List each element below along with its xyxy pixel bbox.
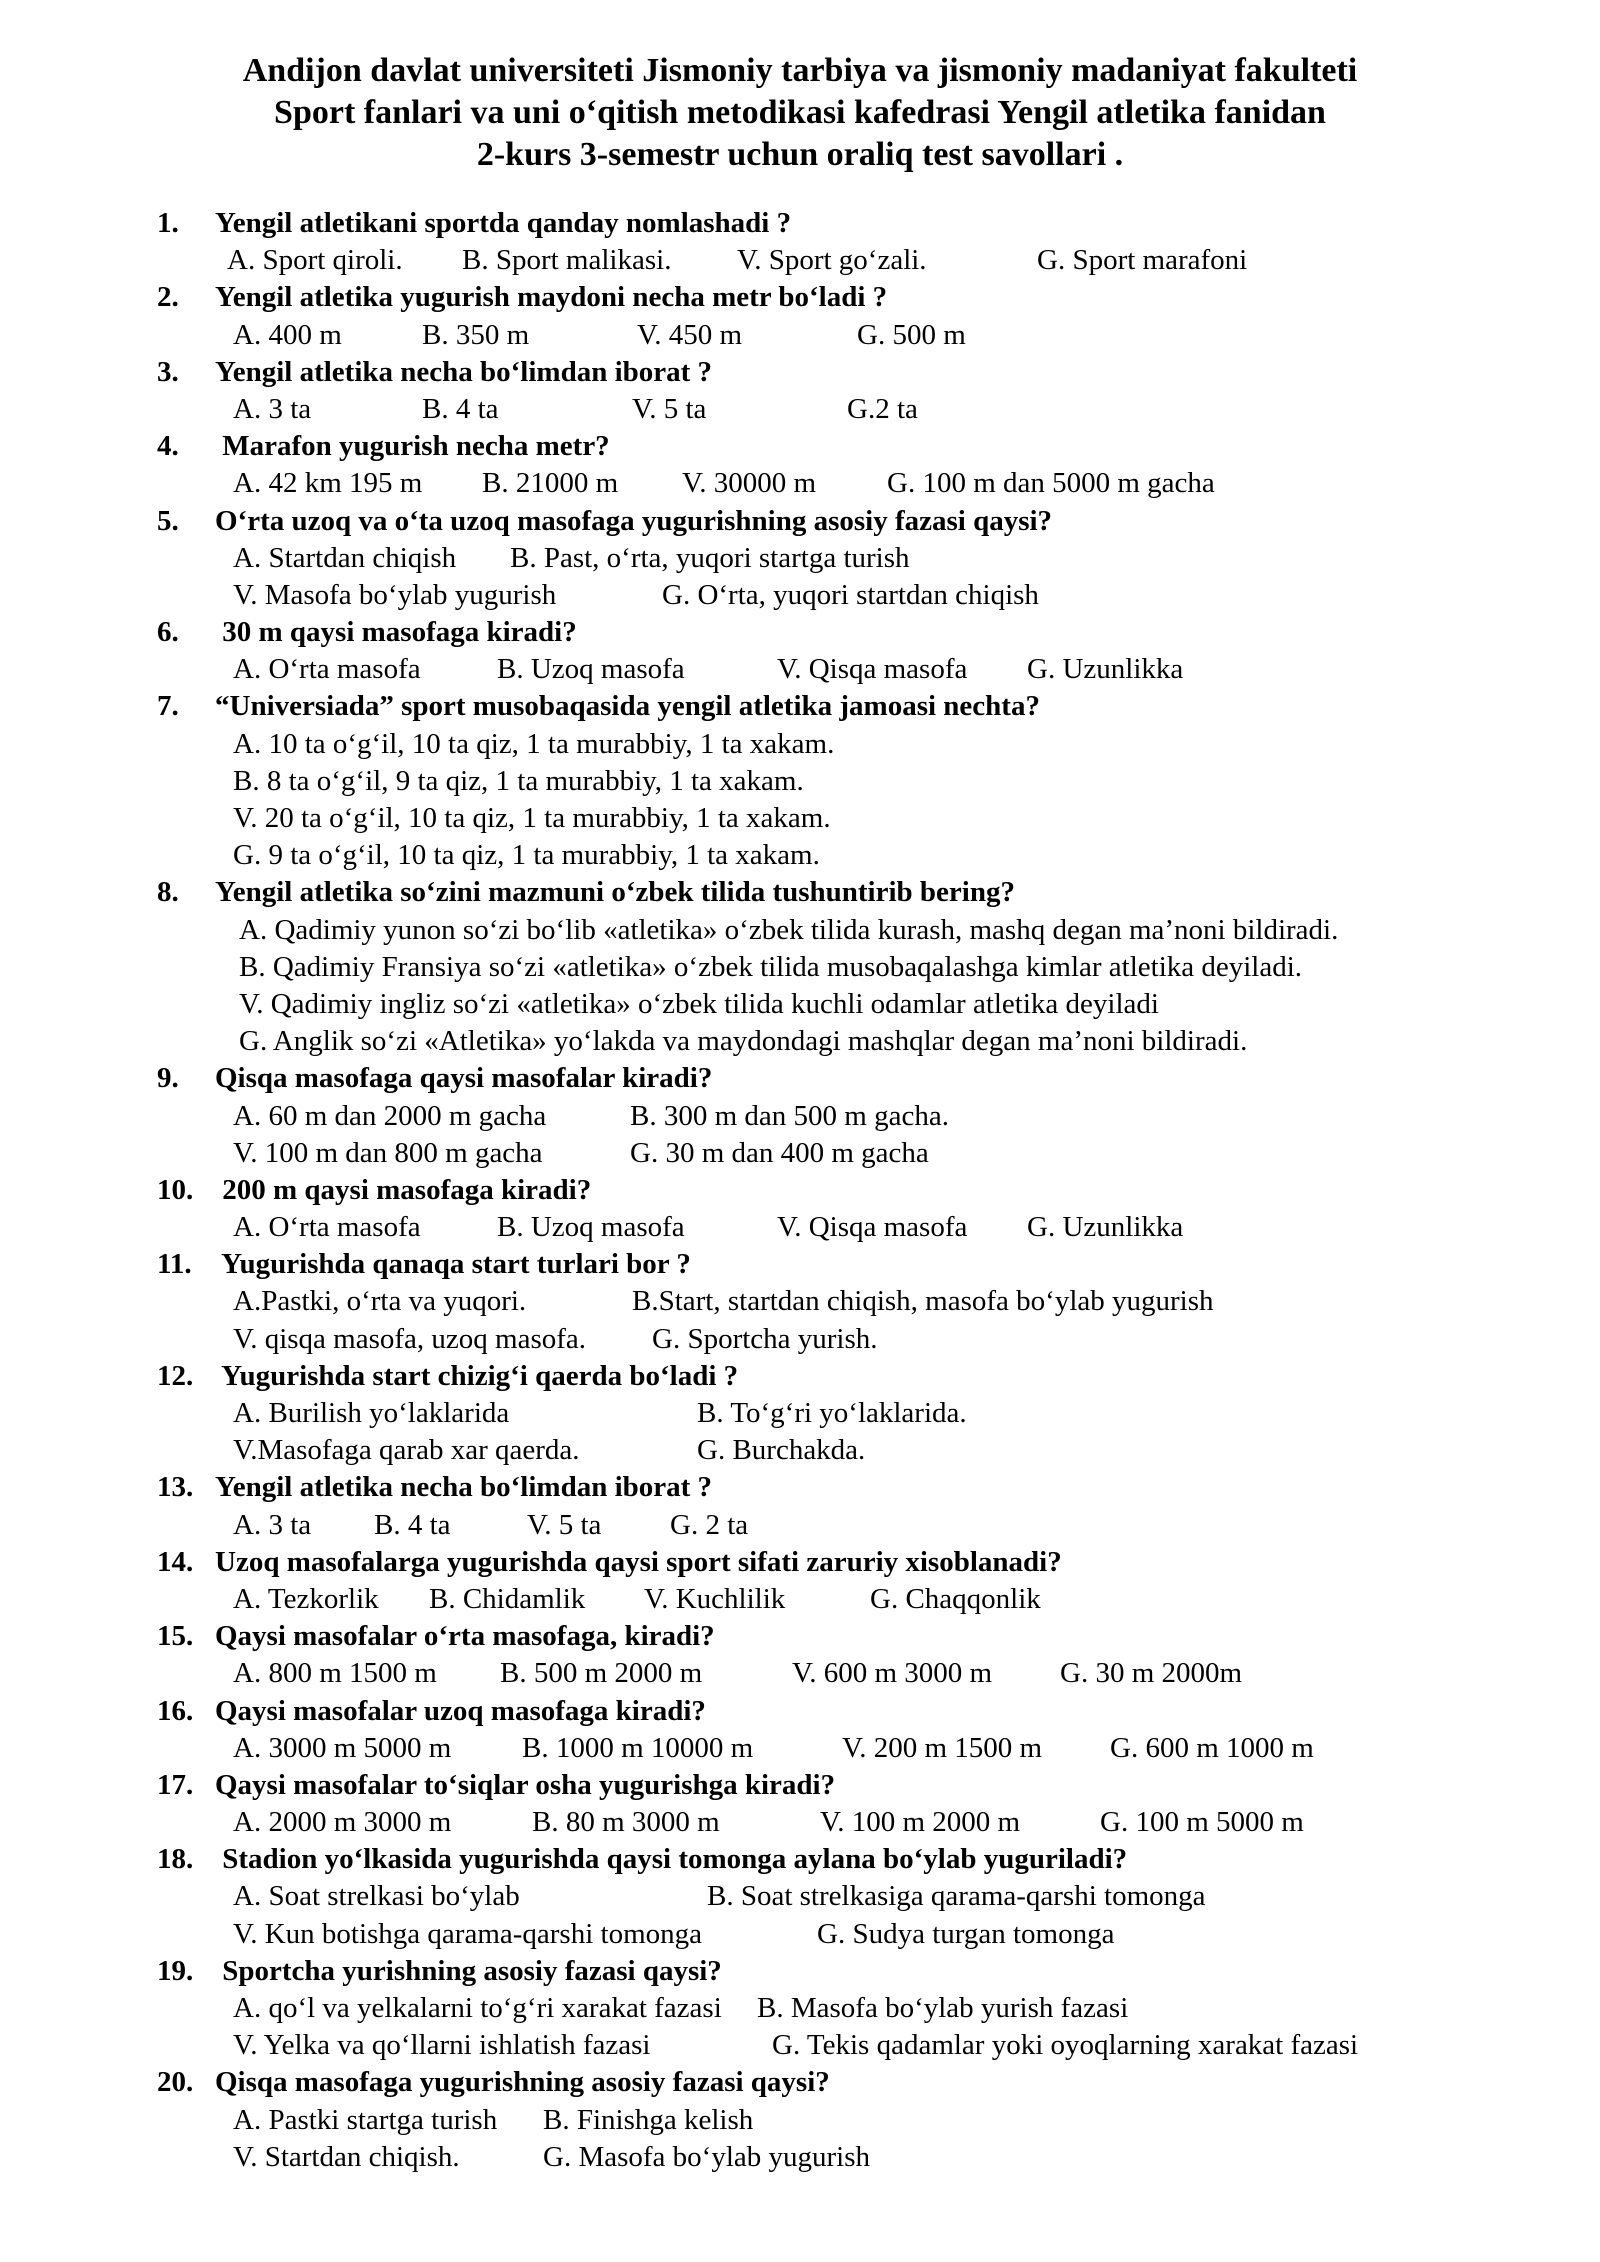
answer-option: V. Kun botishga qarama-qarshi tomonga	[233, 1917, 703, 1950]
answer-option: B. 4 ta	[422, 392, 499, 425]
answer-option: G. 600 m 1000 m	[1110, 1731, 1314, 1764]
question-text: Yugurishda start chizig‘i qaerda bo‘ladi ?	[215, 1359, 739, 1392]
question-text: O‘rta uzoq va o‘ta uzoq masofaga yugurishning asosiy fazasi qaysi?	[215, 504, 1053, 537]
answer-option: G. 9 ta o‘g‘il, 10 ta qiz, 1 ta murabbiy, 1 ta xakam.	[233, 839, 820, 872]
answer-option: G. 100 m dan 5000 m gacha	[887, 467, 1215, 500]
answer-line	[157, 540, 1577, 577]
question-12	[157, 1358, 1577, 1395]
question-text: Yugurishda qanaqa start turlari bor ?	[215, 1248, 691, 1281]
question-number: 13.	[157, 1471, 194, 1504]
answer-option: B. Sport malikasi.	[462, 244, 672, 277]
answer-option: G. Sudya turgan tomonga	[817, 1917, 1115, 1950]
answer-option: V.Masofaga qarab xar qaerda.	[233, 1434, 580, 1467]
answer-option: G. Anglik so‘zi «Atletika» yo‘lakda va maydondagi mashqlar degan ma’noni bildiradi.	[239, 1025, 1248, 1058]
answer-option: A. O‘rta masofa	[233, 1211, 421, 1244]
answer-line	[157, 912, 1577, 949]
answer-option: G. Uzunlikka	[1027, 653, 1184, 686]
answer-line	[157, 1655, 1577, 1692]
answer-option: V. Kuchlilik	[644, 1582, 786, 1615]
answer-line	[157, 1878, 1577, 1915]
answer-option: V. Qisqa masofa	[777, 653, 968, 686]
answer-line	[157, 1283, 1577, 1320]
answer-line	[157, 1730, 1577, 1767]
question-18	[157, 1841, 1577, 1878]
question-list	[157, 205, 1577, 2176]
question-number: 19.	[157, 1954, 194, 1987]
question-text: Yengil atletika necha bo‘limdan iborat ?	[215, 355, 713, 388]
question-11	[157, 1246, 1577, 1283]
question-14	[157, 1544, 1577, 1581]
answer-option: A. 10 ta o‘g‘il, 10 ta qiz, 1 ta murabbiy, 1 ta xakam.	[233, 727, 835, 760]
answer-option: A. 3000 m 5000 m	[233, 1731, 452, 1764]
answer-option: A. 2000 m 3000 m	[233, 1806, 452, 1839]
question-4	[157, 428, 1577, 465]
answer-option: V. 100 m 2000 m	[820, 1806, 1021, 1839]
question-number: 7.	[157, 690, 179, 723]
question-number: 11.	[157, 1248, 192, 1281]
answer-option: B. 350 m	[422, 318, 530, 351]
answer-option: G. 30 m 2000m	[1060, 1657, 1243, 1690]
question-number: 16.	[157, 1694, 194, 1727]
answer-option: A. Tezkorlik	[233, 1582, 379, 1615]
answer-line	[157, 1135, 1577, 1172]
question-number: 1.	[157, 207, 179, 239]
question-10	[157, 1172, 1577, 1209]
answer-line	[157, 465, 1577, 502]
answer-option: B. Masofa bo‘ylab yurish fazasi	[757, 1992, 1129, 2024]
answer-option: G. 2 ta	[670, 1508, 749, 1541]
answer-option: V. 200 m 1500 m	[842, 1731, 1043, 1764]
answer-option: A. 3 ta	[233, 392, 312, 425]
question-number: 14.	[157, 1545, 194, 1578]
answer-option: A. Sport qiroli.	[227, 244, 403, 277]
question-text: Sportcha yurishning asosiy fazasi qaysi?	[215, 1954, 722, 1987]
answer-option: G. Sport marafoni	[1037, 244, 1248, 277]
answer-line	[157, 1804, 1577, 1841]
answer-option: G. Uzunlikka	[1027, 1211, 1184, 1244]
question-16	[157, 1693, 1577, 1730]
answer-option: B. Finishga kelish	[543, 2103, 754, 2136]
answer-option: B. To‘g‘ri yo‘laklarida.	[697, 1397, 967, 1429]
question-15	[157, 1618, 1577, 1655]
question-number: 17.	[157, 1768, 194, 1801]
answer-line	[157, 1209, 1577, 1246]
answer-option: V. 5 ta	[527, 1508, 602, 1541]
answer-option: A. O‘rta masofa	[233, 653, 421, 686]
question-5	[157, 503, 1577, 540]
answer-option: V. 5 ta	[632, 392, 707, 425]
answer-option: B. Past, o‘rta, yuqori startga turish	[510, 541, 910, 574]
answer-option: G. 100 m 5000 m	[1100, 1806, 1304, 1839]
answer-option: V. Sport go‘zali.	[737, 244, 927, 277]
question-9	[157, 1060, 1577, 1097]
answer-option: V. 600 m 3000 m	[792, 1657, 993, 1690]
question-number: 2.	[157, 281, 179, 314]
answer-option: A. Soat strelkasi bo‘ylab	[233, 1880, 520, 1913]
answer-option: B. Uzoq masofa	[497, 653, 685, 686]
question-text: Qaysi masofalar o‘rta masofaga, kiradi?	[215, 1620, 715, 1653]
answer-option: A. qo‘l va yelkalarni to‘g‘ri xarakat fazasi	[233, 1992, 722, 2024]
answer-option: V. Startdan chiqish.	[233, 2140, 460, 2173]
answer-option: B. Uzoq masofa	[497, 1211, 685, 1244]
question-number: 15.	[157, 1620, 194, 1653]
question-text: Qisqa masofaga yugurishning asosiy fazasi qaysi?	[215, 2066, 830, 2099]
question-6	[157, 614, 1577, 651]
answer-line	[157, 1990, 1577, 2027]
answer-line	[157, 1023, 1577, 1060]
question-3	[157, 354, 1577, 391]
answer-line	[157, 763, 1577, 800]
answer-line	[157, 1395, 1577, 1432]
answer-option: A. Pastki startga turish	[233, 2103, 498, 2136]
question-text: Qaysi masofalar uzoq masofaga kiradi?	[215, 1694, 706, 1727]
answer-option: A. Qadimiy yunon so‘zi bo‘lib «atletika» o‘zbek tilida kurash, mashq degan ma’noni bildiradi.	[239, 913, 1339, 946]
header-line-1: Andijon davlat universiteti Jismoniy tarbiya va jismoniy madaniyat fakulteti	[242, 52, 1358, 89]
answer-line	[157, 1507, 1577, 1544]
question-13	[157, 1469, 1577, 1506]
answer-option: V. Qadimiy ingliz so‘zi «atletika» o‘zbek tilida kuchli odamlar atletika deyiladi	[239, 987, 1159, 1020]
answer-option: B. 1000 m 10000 m	[522, 1731, 754, 1764]
answer-line	[157, 986, 1577, 1023]
answer-line	[157, 1432, 1577, 1469]
answer-option: B. 8 ta o‘g‘il, 9 ta qiz, 1 ta murabbiy, 1 ta xakam.	[233, 764, 804, 797]
answer-option: A. 60 m dan 2000 m gacha	[233, 1099, 547, 1132]
question-text: Stadion yo‘lkasida yugurishda qaysi tomonga aylana bo‘ylab yuguriladi?	[215, 1843, 1128, 1876]
answer-option: V. Qisqa masofa	[777, 1211, 968, 1244]
answer-line	[157, 837, 1577, 874]
answer-line	[157, 1581, 1577, 1618]
answer-line	[157, 2027, 1577, 2064]
question-text: Yengil atletika necha bo‘limdan iborat ?	[215, 1471, 713, 1504]
question-text: Yengil atletikani sportda qanday nomlashadi ?	[215, 207, 792, 239]
answer-option: V. Masofa bo‘ylab yugurish	[233, 578, 557, 611]
answer-option: B. 80 m 3000 m	[532, 1806, 720, 1839]
question-17	[157, 1767, 1577, 1804]
question-number: 5.	[157, 504, 179, 537]
answer-option: B. Soat strelkasiga qarama-qarshi tomonga	[707, 1880, 1206, 1913]
answer-option: G. Tekis qadamlar yoki oyoqlarning xarakat fazasi	[772, 2029, 1359, 2062]
answer-option: V. 30000 m	[682, 467, 817, 500]
answer-option: G. Chaqqonlik	[870, 1582, 1041, 1615]
question-number: 12.	[157, 1359, 194, 1392]
answer-option: A. 800 m 1500 m	[233, 1657, 437, 1690]
question-number: 10.	[157, 1173, 194, 1206]
answer-option: B. Chidamlik	[429, 1582, 586, 1615]
answer-option: V. 20 ta o‘g‘il, 10 ta qiz, 1 ta murabbiy, 1 ta xakam.	[233, 802, 831, 834]
question-number: 9.	[157, 1062, 179, 1095]
answer-option: A.Pastki, o‘rta va yuqori.	[233, 1285, 527, 1318]
question-text: Marafon yugurish necha metr?	[215, 430, 610, 463]
question-7	[157, 688, 1577, 725]
answer-line	[157, 391, 1577, 428]
question-number: 20.	[157, 2066, 194, 2099]
answer-line	[157, 317, 1577, 354]
question-number: 4.	[157, 430, 179, 463]
document-header	[0, 50, 1600, 176]
answer-line	[157, 2139, 1577, 2176]
question-1	[157, 205, 1577, 242]
question-text: Yengil atletika so‘zini mazmuni o‘zbek tilida tushuntirib bering?	[215, 876, 1015, 909]
answer-line	[157, 949, 1577, 986]
answer-line	[157, 2102, 1577, 2139]
answer-option: A. Startdan chiqish	[233, 541, 457, 574]
answer-line	[157, 651, 1577, 688]
question-2	[157, 279, 1577, 316]
answer-option: V. qisqa masofa, uzoq masofa.	[233, 1322, 587, 1355]
question-number: 18.	[157, 1843, 194, 1876]
answer-line	[157, 1321, 1577, 1358]
answer-line	[157, 242, 1577, 279]
answer-line	[157, 577, 1577, 614]
question-text: “Universiada” sport musobaqasida yengil atletika jamoasi nechta?	[215, 690, 1040, 723]
answer-line	[157, 800, 1577, 837]
answer-option: G. Burchakda.	[697, 1434, 866, 1467]
answer-option: A. 3 ta	[233, 1508, 312, 1541]
question-text: Qaysi masofalar to‘siqlar osha yugurishga kiradi?	[215, 1768, 836, 1801]
answer-option: G. 500 m	[857, 318, 966, 351]
question-text: Qisqa masofaga qaysi masofalar kiradi?	[215, 1062, 713, 1095]
question-text: 30 m qaysi masofaga kiradi?	[215, 616, 577, 649]
answer-option: A. 400 m	[233, 318, 342, 351]
answer-option: A. 42 km 195 m	[233, 467, 423, 500]
question-19	[157, 1953, 1577, 1990]
question-number: 6.	[157, 616, 179, 649]
answer-option: G. O‘rta, yuqori startdan chiqish	[662, 578, 1039, 611]
answer-option: B. Qadimiy Fransiya so‘zi «atletika» o‘zbek tilida musobaqalashga kimlar atletika deyiladi.	[239, 950, 1303, 983]
question-number: 3.	[157, 355, 179, 388]
answer-line	[157, 726, 1577, 763]
answer-line	[157, 1916, 1577, 1953]
question-number: 8.	[157, 876, 179, 909]
answer-option: G. 30 m dan 400 m gacha	[630, 1136, 929, 1169]
answer-option: B. 21000 m	[482, 467, 619, 500]
answer-option: V. 100 m dan 800 m gacha	[233, 1136, 543, 1169]
answer-option: G.2 ta	[847, 392, 918, 425]
answer-line	[157, 1098, 1577, 1135]
header-line-2: Sport fanlari va uni o‘qitish metodikasi kafedrasi Yengil atletika fanidan	[274, 94, 1326, 131]
answer-option: V. Yelka va qo‘llarni ishlatish fazasi	[233, 2029, 651, 2062]
question-text: Yengil atletika yugurish maydoni necha metr bo‘ladi ?	[215, 281, 888, 314]
answer-option: B. 4 ta	[374, 1508, 451, 1541]
question-text: 200 m qaysi masofaga kiradi?	[215, 1173, 592, 1206]
answer-option: B. 300 m dan 500 m gacha.	[630, 1099, 949, 1132]
answer-option: A. Burilish yo‘laklarida	[233, 1397, 510, 1429]
question-text: Uzoq masofalarga yugurishda qaysi sport sifati zaruriy xisoblanadi?	[215, 1545, 1062, 1578]
answer-option: G. Sportcha yurish.	[652, 1322, 878, 1355]
answer-option: B. 500 m 2000 m	[500, 1657, 703, 1690]
answer-option: B.Start, startdan chiqish, masofa bo‘ylab yugurish	[632, 1285, 1214, 1318]
question-8	[157, 874, 1577, 911]
question-20	[157, 2064, 1577, 2101]
header-line-3: 2-kurs 3-semestr uchun oraliq test savollari .	[476, 136, 1124, 173]
answer-option: G. Masofa bo‘ylab yugurish	[543, 2140, 871, 2173]
answer-option: V. 450 m	[637, 318, 743, 351]
